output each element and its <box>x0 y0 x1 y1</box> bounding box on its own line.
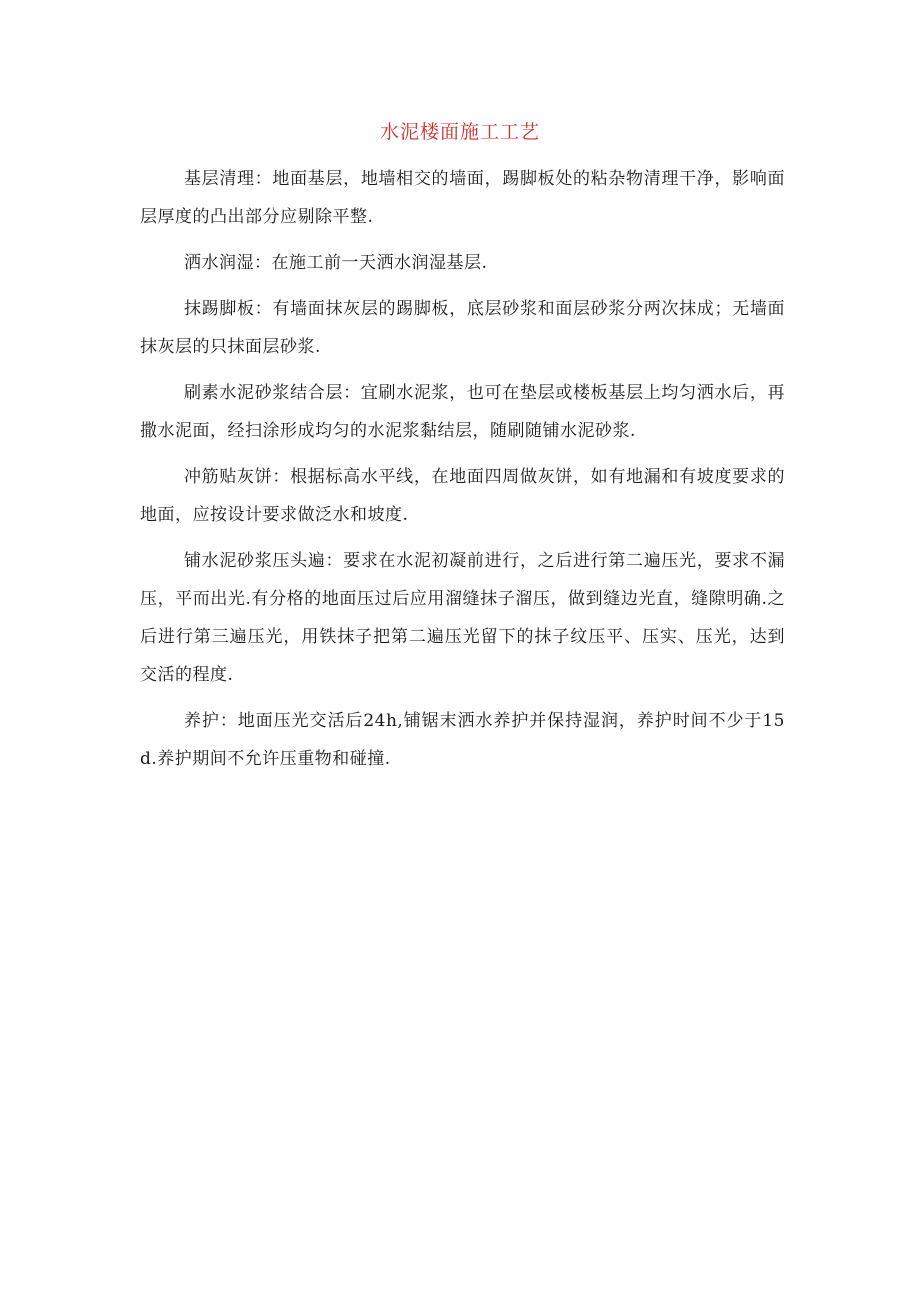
paragraph-curing: 养护：地面压光交活后24h,铺锯末洒水养护并保持湿润，养护时间不少于15d.养护期间不允许压重物和碰撞. <box>140 711 785 769</box>
paragraph-troweling: 铺水泥砂浆压头遍：要求在水泥初凝前进行，之后进行第二遍压光，要求不漏压，平而出光.有分格的地面压过后应用溜缝抹子溜压，做到缝边光直，缝隙明确.之后进行第三遍压光，用铁抹子把第二遍压光留下的抹子纹压平、压实、压光，达到交活的程度. <box>140 551 785 685</box>
paragraph-base-cleaning: 基层清理：地面基层，地墙相交的墙面，踢脚板处的粘杂物清理干净，影响面层厚度的凸出部分应剔除平整. <box>140 169 785 227</box>
paragraph-screed-markers: 冲筋贴灰饼：根据标高水平线，在地面四周做灰饼，如有地漏和有坡度要求的地面，应按设计要求做泛水和坡度. <box>140 467 785 525</box>
paragraph-wetting: 洒水润湿：在施工前一天洒水润湿基层. <box>184 253 488 273</box>
document-title: 水泥楼面施工工艺 <box>379 121 540 143</box>
paragraph-bonding-layer: 刷素水泥砂浆结合层：宜刷水泥浆，也可在垫层或楼板基层上均匀洒水后，再撒水泥面，经扫涂形成均匀的水泥浆黏结层，随刷随铺水泥砂浆. <box>140 383 785 441</box>
document-body <box>140 160 785 786</box>
paragraph-skirting: 抹踢脚板：有墙面抹灰层的踢脚板，底层砂浆和面层砂浆分两次抹成；无墙面抹灰层的只抹面层砂浆. <box>140 299 785 357</box>
